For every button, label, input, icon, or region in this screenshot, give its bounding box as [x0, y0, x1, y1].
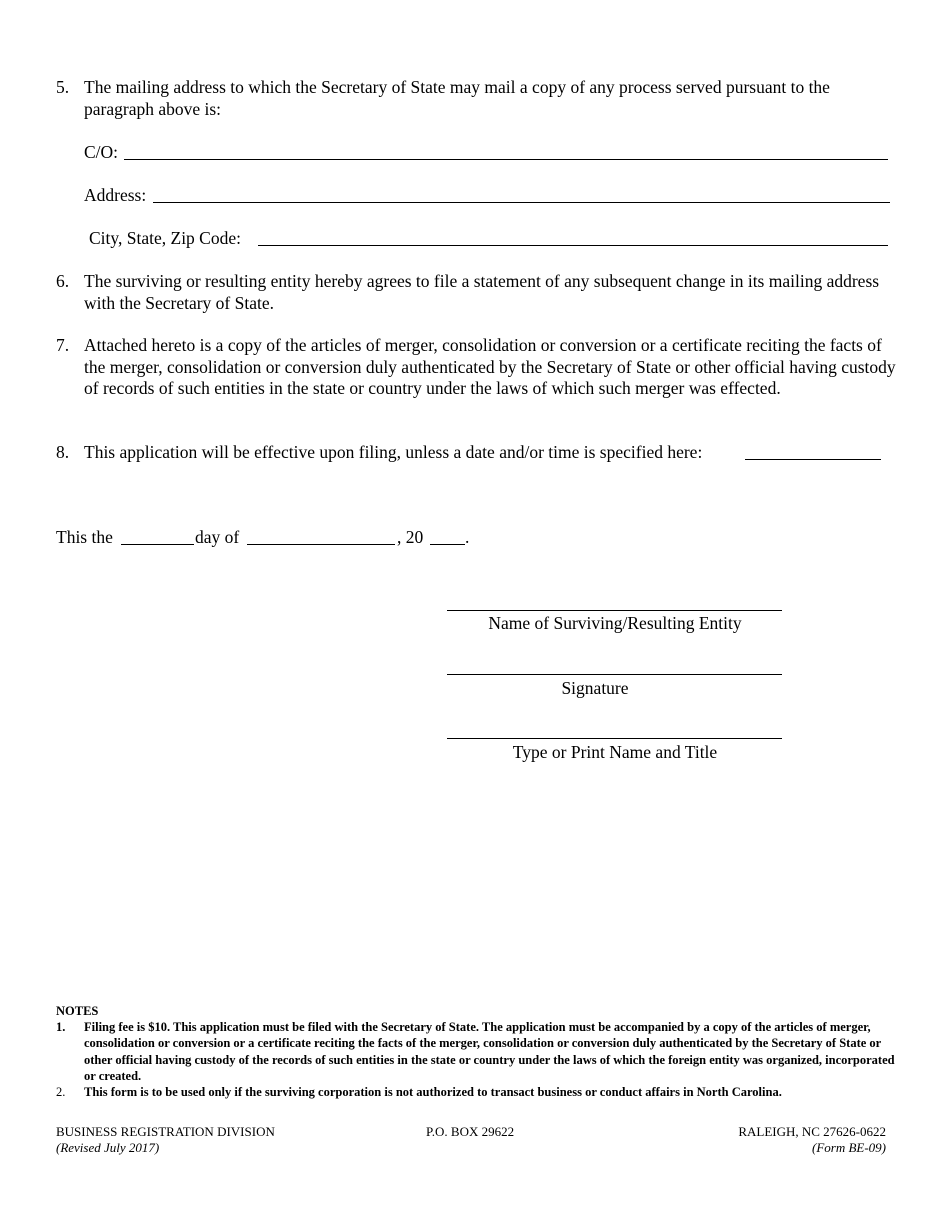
- item-6: [56, 271, 896, 314]
- print-name-label: Type or Print Name and Title: [512, 742, 718, 762]
- day-field[interactable]: [121, 544, 194, 545]
- effective-date-field[interactable]: [745, 459, 881, 460]
- item-number: 8.: [56, 442, 70, 462]
- notes-heading: NOTES: [56, 1004, 99, 1018]
- revised-date: (Revised July 2017): [56, 1140, 160, 1155]
- footer-left: [56, 1124, 275, 1156]
- footer-right: [738, 1124, 886, 1156]
- entity-name-line[interactable]: [447, 610, 782, 611]
- signature-label: Signature: [561, 678, 629, 698]
- note-text: This form is to be used only if the surviving corporation is not authorized to transact business or conduct affairs in North Carolina.: [84, 1085, 782, 1100]
- city-state-zip-field[interactable]: [258, 245, 888, 246]
- item-text: Attached hereto is a copy of the articles of merger, consolidation or conversion or a certificate reciting the facts of the merger, consolidation or conversion duly authenticated by the Secretary of State or other official having custody of records of such entities in the state or country under the laws of which such merger was effected.: [84, 335, 896, 398]
- item-8: [56, 442, 756, 464]
- note-text: Filing fee is $10. This application must be filed with the Secretary of State. The application must be accompanied by a copy of the articles of merger, consolidation or conversion or a certificate reciting the facts of the merger, consolidation or conversion duly authenticated by the Secretary of State or other official having custody of the records of such entities in the state or country under the laws of which the foreign entity was organized, incorporated or created.: [84, 1020, 895, 1083]
- item-number: 7.: [56, 335, 70, 355]
- year-prefix: , 20: [397, 527, 424, 547]
- item-text: This application will be effective upon filing, unless a date and/or time is specified here:: [84, 442, 703, 462]
- co-label: C/O:: [84, 142, 119, 162]
- item-7: [56, 335, 896, 400]
- city-zip: RALEIGH, NC 27626-0622: [738, 1124, 886, 1139]
- notes-section: [56, 1003, 896, 1100]
- year-field[interactable]: [430, 544, 465, 545]
- print-name-line[interactable]: [447, 738, 782, 739]
- this-the-label: This the: [56, 527, 113, 547]
- month-field[interactable]: [247, 544, 395, 545]
- note-number: 2.: [56, 1085, 66, 1100]
- item-number: 6.: [56, 271, 70, 291]
- address-field[interactable]: [153, 202, 890, 203]
- day-of-label: day of: [195, 527, 240, 547]
- po-box: P.O. BOX 29622: [426, 1124, 515, 1139]
- item-number: 5.: [56, 77, 70, 97]
- footer-center: [426, 1124, 514, 1140]
- division-name: BUSINESS REGISTRATION DIVISION: [56, 1124, 275, 1139]
- date-period: .: [465, 527, 470, 547]
- note-number: 1.: [56, 1020, 66, 1035]
- item-text: The surviving or resulting entity hereby agrees to file a statement of any subsequent change in its mailing address with the Secretary of State.: [84, 271, 880, 313]
- entity-name-label: Name of Surviving/Resulting Entity: [488, 613, 742, 633]
- note-1: [56, 1019, 896, 1084]
- signature-line[interactable]: [447, 674, 782, 675]
- form-number: (Form BE-09): [811, 1140, 886, 1155]
- city-state-zip-label: City, State, Zip Code:: [89, 228, 241, 248]
- item-text: The mailing address to which the Secretary of State may mail a copy of any process served pursuant to the paragraph above is:: [84, 77, 830, 119]
- address-label: Address:: [84, 185, 147, 205]
- item-5: [56, 77, 896, 120]
- note-2: [56, 1084, 896, 1100]
- co-field[interactable]: [124, 159, 888, 160]
